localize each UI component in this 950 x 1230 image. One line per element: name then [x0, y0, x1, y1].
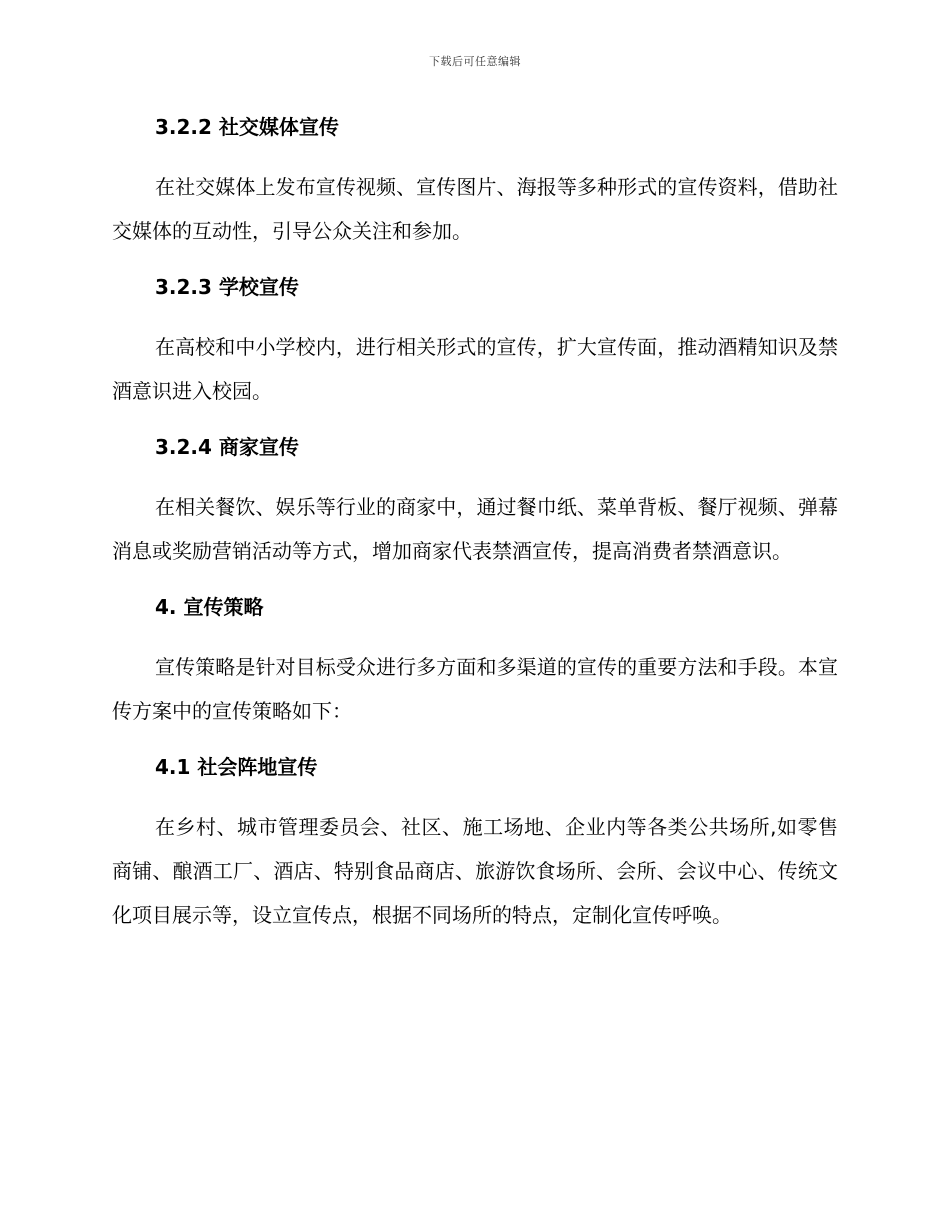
- section-paragraph: 宣传策略是针对目标受众进行多方面和多渠道的宣传的重要方法和手段。本宣传方案中的宣传策略如下：: [112, 655, 838, 723]
- section-heading: 3.2.4 商家宣传: [155, 435, 299, 459]
- section-heading: 4.1 社会阵地宣传: [155, 755, 318, 779]
- header-note: 下载后可任意编辑: [429, 55, 521, 68]
- section-paragraph: 在相关餐饮、娱乐等行业的商家中，通过餐巾纸、菜单背板、餐厅视频、弹幕消息或奖励营销活动等方式，增加商家代表禁酒宣传，提高消费者禁酒意识。: [112, 495, 838, 563]
- section-paragraph: 在高校和中小学校内，进行相关形式的宣传，扩大宣传面，推动酒精知识及禁酒意识进入校园。: [112, 335, 838, 403]
- section-heading: 3.2.3 学校宣传: [155, 275, 299, 299]
- document-body: [112, 112, 838, 937]
- section-paragraph: 在社交媒体上发布宣传视频、宣传图片、海报等多种形式的宣传资料，借助社交媒体的互动性，引导公众关注和参加。: [112, 175, 838, 243]
- section-paragraph: 在乡村、城市管理委员会、社区、施工场地、企业内等各类公共场所,如零售商铺、酿酒工厂、酒店、特别食品商店、旅游饮食场所、会所、会议中心、传统文化项目展示等，设立宣传点，根据不同场所的特点，定制化宣传呼唤。: [112, 815, 838, 927]
- section-heading: 3.2.2 社交媒体宣传: [155, 115, 339, 139]
- section-heading: 4. 宣传策略: [155, 595, 264, 619]
